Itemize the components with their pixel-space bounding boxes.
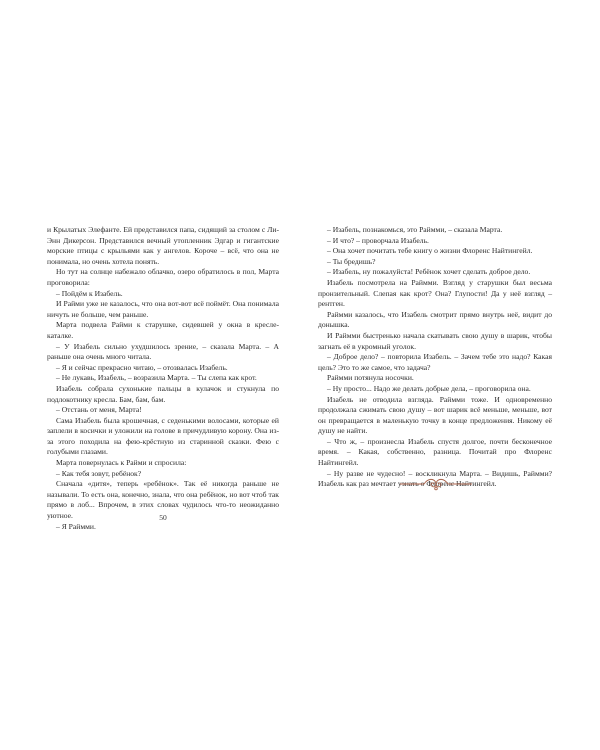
right-page-text: [318, 225, 552, 490]
paragraph: – Я и сейчас прекрасно читаю, – отозвалась Изабель.: [56, 362, 228, 372]
paragraph: Раймми казалось, что Изабель смотрит прямо внутрь неё, видит до донышка.: [318, 309, 552, 330]
paragraph: – Ну просто... Надо же делать добрые дела, – проговорила она.: [327, 383, 531, 393]
paragraph: Изабель собрала сухонькие пальцы в кулачок и стукнула по подлокотнику кресла. Бам, бам, бам.: [47, 383, 279, 404]
paragraph: Сама Изабель была крошечная, с седенькими волосами, которые ей заплели в косички и уложили на голове в причудливую корону. Она из-за этого походила на фею-крёстную из старинной сказки. Фею с голубыми глазами.: [47, 415, 279, 457]
paragraph: – Она хочет почитать тебе книгу о жизни Флоренс Найтингейл.: [327, 246, 533, 256]
paragraph: – Я Раймми.: [56, 521, 96, 531]
paragraph: Изабель не отводила взгляда. Раймми тоже. И одновременно продолжала сжимать свою душу – вот шарик всё меньше, меньше, вот он превращается в маленькую точку в конце предложения. Никому её душу не найти.: [318, 394, 552, 436]
paragraph: И Райми уже не казалось, что она вот-вот всё поймёт. Она понимала ничуть не больше, чем раньше.: [47, 299, 279, 319]
paragraph: – Не лукавь, Изабель, – возразила Марта. – Ты слепа как крот.: [56, 373, 257, 383]
paragraph: И Раймми быстренько начала скатывать свою душу в шарик, чтобы загнать её в укромный уголок.: [318, 330, 552, 351]
paragraph: – И что? – проворчала Изабель.: [327, 235, 429, 245]
paragraph: – Что ж, – произнесла Изабель спустя долгое, почти бесконечное время. – Какая, собственно, разница. Почитай про Флоренс Найтингейл.: [318, 436, 552, 468]
paragraph: – Изабель, познакомься, это Раймми, – сказала Марта.: [327, 225, 503, 234]
paragraph: – Отстань от меня, Марта!: [56, 405, 142, 415]
swirl-ornament-icon: [398, 474, 474, 494]
paragraph: – Как тебя зовут, ребёнок?: [56, 468, 142, 478]
paragraph: Изабель посмотрела на Раймми. Взгляд у старушки был весьма пронзительный. Слепая как крот? Она? Глупости! Да у неё взгляд – рентген.: [318, 277, 552, 309]
paragraph: Марта подвела Райми к старушке, сидевшей у окна в кресле-каталке.: [47, 320, 279, 340]
left-page-text: [47, 225, 279, 532]
paragraph: Но тут на солнце набежало облачко, озеро обратилось в пол, Марта проговорила:: [47, 267, 279, 287]
paragraph: – Ты бредишь?: [327, 256, 376, 266]
paragraph: – У Изабель сильно ухудшилось зрение, – сказала Марта. – А раньше она очень много читала.: [47, 341, 279, 362]
paragraph: – Ну разве не чудесно! – воскликнула Марта. – Видишь, Раймми? Изабель как раз мечтает узнать о Флоренс Найтингейл.: [318, 468, 552, 489]
page-number: 50: [159, 513, 167, 522]
paragraph: – Изабель, ну пожалуйста! Ребёнок хочет сделать доброе дело.: [327, 267, 531, 277]
paragraph: – Пойдём к Изабель.: [56, 288, 123, 298]
paragraph: Марта повернулась к Райми и спросила:: [56, 458, 187, 468]
paragraph: и Крылатых Элефанте. Ей представился папа, сидящий за столом с Ли-Энн Дикерсон. Представился вечный утопленник Эдгар и гигантские морские птицы с крыльями как у ангелов. Короче – всё, что она не понимала, но очень хотела понять.: [47, 225, 279, 266]
paragraph: Сначала «дитя», теперь «ребёнок». Так её никогда раньше не называли. То есть она, конечно, знала, что она ребёнок, но вот чтоб так прямо в лоб... Впрочем, в этих словах чудилось что-то неожиданно уютное.: [47, 479, 279, 521]
paragraph: Раймми потянула носочки.: [327, 373, 414, 383]
paragraph: – Доброе дело? – повторила Изабель. – Зачем тебе это надо? Какая цель? Это то же самое, что задача?: [318, 352, 552, 372]
